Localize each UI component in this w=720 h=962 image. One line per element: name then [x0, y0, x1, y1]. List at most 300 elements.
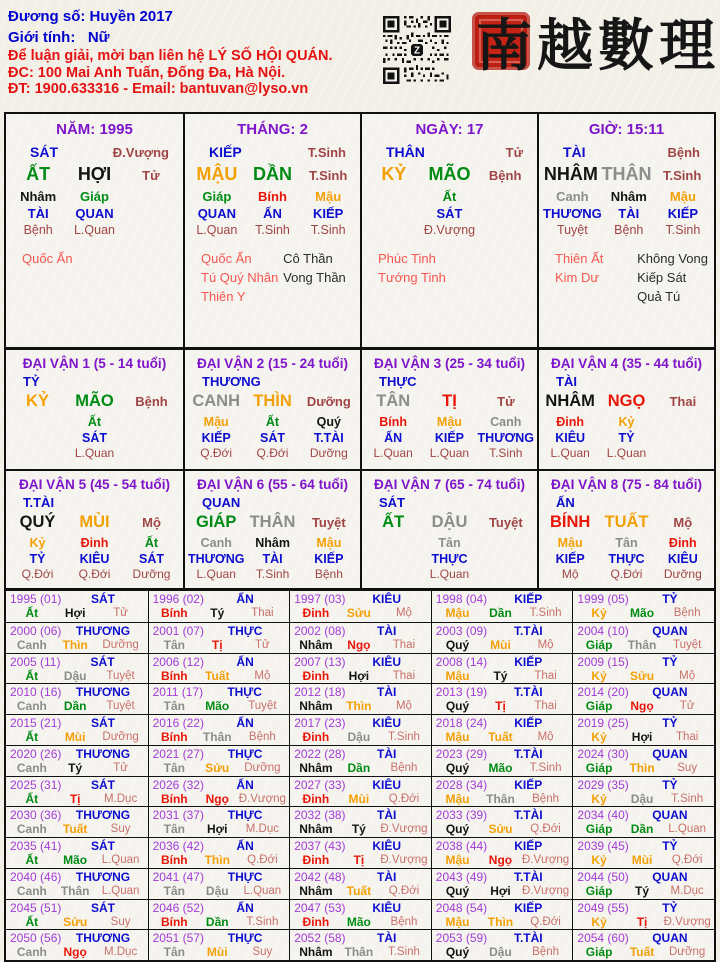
year-stage: Mộ	[537, 638, 554, 651]
year-god: THƯƠNG	[75, 685, 131, 700]
year-header-row	[577, 624, 711, 638]
year-header-row	[10, 901, 145, 915]
pillar-branch: MÃO	[428, 164, 471, 184]
hidden-stems	[9, 415, 180, 462]
year-label: 2007 (13)	[294, 654, 346, 669]
pillar-title: NGÀY: 17	[415, 121, 484, 138]
year-label: 2053 (59)	[435, 931, 488, 946]
hidden-stem-col	[244, 415, 300, 462]
year-branch: Dần	[347, 760, 371, 775]
star-item: Vong Thần	[283, 269, 346, 285]
hidden-god: KIẾP	[201, 430, 231, 445]
dai-van-title: ĐẠI VẬN 2 (15 - 24 tuổi)	[196, 356, 349, 371]
year-main-row	[153, 669, 287, 683]
year-cell-2018	[431, 714, 573, 745]
hidden-stem-col	[189, 189, 245, 239]
year-stage: T.Sinh	[671, 792, 704, 805]
year-label: 2019 (25)	[577, 716, 629, 730]
year-stem: Kỷ	[591, 914, 607, 929]
hidden-stem: Ất	[144, 536, 159, 550]
hidden-god: QUAN	[197, 205, 236, 221]
year-stage: Q.Đới	[671, 854, 703, 866]
dai-van-branch: TUẤT	[604, 513, 649, 531]
year-god: THỰC	[227, 808, 263, 823]
year-god: KIẾP	[514, 839, 543, 853]
hidden-stem-col	[9, 536, 66, 583]
year-god: TÀI	[377, 808, 397, 823]
contact-line-3: ĐT: 1900.633316 - Email: bantuvan@lyso.vn	[8, 81, 309, 97]
hidden-stem-col	[477, 189, 533, 239]
year-stage: Đ.Vượng	[380, 854, 428, 866]
hidden-stem-col	[365, 415, 421, 462]
year-god: KIẾP	[514, 592, 543, 606]
year-main-row	[294, 915, 428, 929]
hidden-god: KIẾP	[314, 551, 344, 566]
year-cell-2004	[572, 622, 714, 653]
year-stem: Kỷ	[591, 791, 607, 806]
year-header-row	[577, 870, 711, 884]
year-branch: Sửu	[346, 606, 371, 620]
year-stem: Bính	[160, 853, 188, 867]
year-god: THỰC	[227, 746, 263, 761]
year-header-row	[153, 808, 287, 822]
year-cell-2036	[148, 837, 290, 868]
year-header-row	[436, 624, 570, 638]
year-label: 2038 (44)	[435, 839, 488, 853]
year-label: 2044 (50)	[577, 869, 629, 884]
year-cell-2046	[148, 899, 290, 930]
year-stage: Suy	[110, 823, 131, 836]
year-stage: Thai	[534, 669, 557, 682]
hidden-stage: T.Sinh	[310, 223, 346, 237]
stars-black	[105, 249, 179, 268]
hidden-stems	[10, 189, 179, 239]
contact-line-1: Để luận giải, mời bạn liên hệ LÝ SỐ HỘI QUÁN.	[8, 48, 333, 64]
year-main-row	[436, 945, 570, 959]
dai-van-main-row	[188, 513, 357, 532]
hidden-stem: Giáp	[202, 189, 232, 204]
year-branch: Thìn	[204, 853, 230, 867]
year-branch: Mùi	[490, 637, 511, 652]
year-main-row	[153, 638, 287, 652]
year-stage: Bệnh	[532, 792, 559, 805]
year-cell-2005	[6, 653, 148, 684]
year-label: 2021 (27)	[152, 746, 204, 761]
year-branch: Mùi	[348, 791, 370, 806]
year-stem: Canh	[16, 945, 47, 960]
year-label: 2013 (19)	[435, 685, 488, 700]
year-cell-2033	[431, 806, 573, 837]
year-stage: Bệnh	[248, 731, 276, 743]
year-label: 2045 (51)	[10, 900, 62, 915]
hidden-stems	[543, 189, 710, 239]
year-stem: Nhâm	[299, 822, 333, 837]
year-cell-2053	[431, 929, 573, 960]
hidden-stem-col	[478, 415, 534, 462]
contact-line-2: ĐC: 100 Mai Anh Tuấn, Đống Đa, Hà Nội.	[8, 64, 286, 81]
dai-van-stage: Dưỡng	[306, 394, 351, 409]
year-header-row	[10, 716, 145, 730]
year-branch: Dậu	[63, 668, 87, 683]
year-stem: Mậu	[445, 853, 470, 867]
year-label: 2050 (56)	[10, 931, 62, 946]
year-label: 2014 (20)	[577, 685, 629, 700]
year-label: 2025 (31)	[10, 777, 62, 792]
stars-red	[22, 249, 105, 268]
year-main-row	[577, 730, 711, 744]
hidden-stage: L.Quan	[429, 567, 470, 581]
pillar-stage: T.Sinh	[663, 168, 702, 183]
dai-van-branch: TỊ	[442, 392, 457, 410]
year-header-row	[436, 716, 570, 730]
year-header-row	[153, 839, 287, 853]
year-main-row	[10, 699, 145, 713]
hidden-stem-col	[421, 536, 477, 583]
hidden-stem: Đinh	[668, 536, 697, 550]
year-stem: Nhâm	[299, 637, 333, 652]
hidden-stage: L.Quan	[196, 223, 238, 237]
year-main-row	[153, 822, 287, 836]
year-branch: Dần	[630, 822, 654, 837]
pillar-stage-top: T.Sinh	[307, 145, 346, 160]
dai-van-stage: Thai	[669, 394, 697, 409]
pillar-god-row	[189, 138, 356, 160]
year-stage: L.Quan	[243, 884, 282, 897]
year-stem: Ất	[25, 914, 39, 929]
year-branch: Dần	[205, 914, 229, 929]
hidden-stage: Mộ	[561, 567, 579, 581]
year-stage: Thai	[675, 731, 699, 743]
year-cell-1995	[6, 591, 148, 622]
year-main-row	[436, 792, 570, 806]
year-stage: Thai	[392, 669, 416, 682]
pillar-title: THÁNG: 2	[237, 121, 308, 138]
year-header-row	[294, 808, 428, 822]
year-god: SÁT	[90, 777, 115, 792]
year-stage: Thai	[392, 638, 416, 651]
year-main-row	[294, 822, 428, 836]
hidden-stage: L.Quan	[74, 446, 115, 460]
year-stem: Tân	[163, 883, 185, 898]
year-branch: Hợi	[490, 883, 511, 898]
dai-van-2	[183, 350, 360, 469]
hidden-stems	[542, 415, 711, 462]
year-branch: Tý	[68, 760, 83, 775]
year-main-row	[577, 761, 711, 775]
year-stem: Bính	[160, 730, 188, 744]
year-header-row	[10, 655, 145, 669]
hidden-god: ẤN	[263, 205, 282, 221]
year-stem: Giáp	[585, 883, 613, 898]
year-header-row	[436, 747, 570, 761]
stars-black	[637, 249, 710, 306]
dai-van-stage: Mộ	[673, 515, 693, 530]
year-branch: Sửu	[630, 668, 655, 683]
year-god: KIÊU	[372, 900, 402, 915]
year-cell-2048	[431, 899, 573, 930]
year-main-row	[436, 669, 570, 683]
year-label: 2041 (47)	[152, 869, 204, 884]
year-branch: Mùi	[64, 730, 86, 744]
year-god: TỶ	[662, 900, 678, 915]
hidden-stem-col	[9, 415, 66, 462]
year-label: 2054 (60)	[577, 931, 629, 946]
hidden-stage: T.Sinh	[665, 223, 701, 237]
year-stem: Quý	[445, 822, 470, 837]
hidden-stem: Bính	[379, 415, 408, 429]
year-stage: M.Dục	[103, 792, 138, 805]
year-stem: Tân	[163, 637, 185, 652]
year-header-row	[436, 778, 570, 792]
year-cell-2010	[6, 683, 148, 714]
year-label: 2006 (12)	[152, 654, 204, 669]
year-god: T.TÀI	[513, 623, 543, 638]
hidden-stage: Tuyệt	[556, 223, 588, 237]
hidden-stem-col	[422, 189, 478, 239]
hidden-stem-col	[300, 189, 356, 239]
year-header-row	[577, 685, 711, 699]
hidden-stem-col	[365, 536, 421, 583]
year-branch: Tý	[351, 822, 366, 837]
year-god: KIÊU	[372, 839, 402, 853]
year-god: KIẾP	[514, 777, 543, 792]
year-label: 2032 (38)	[294, 808, 346, 823]
year-header-row	[294, 655, 428, 669]
hidden-stem-col	[123, 415, 180, 462]
year-god: THỰC	[227, 869, 263, 884]
dai-van-5	[6, 469, 183, 588]
year-header-row	[10, 808, 145, 822]
hidden-stem: Kỷ	[618, 415, 635, 429]
year-label: 2009 (15)	[577, 654, 629, 669]
hidden-stem: Bính	[258, 189, 287, 204]
year-stem: Tân	[163, 945, 185, 960]
year-cell-2049	[572, 899, 714, 930]
year-god: SÁT	[90, 592, 115, 606]
star-item: Thiên Y	[201, 288, 246, 304]
year-label: 2027 (33)	[294, 777, 346, 792]
hidden-stem-col	[542, 536, 598, 583]
year-branch: Mùi	[206, 945, 228, 960]
hidden-stem: Đinh	[556, 415, 585, 429]
dai-van-stem: KỶ	[26, 392, 49, 410]
year-cell-2006	[148, 653, 290, 684]
hidden-stems	[188, 415, 357, 462]
year-god: ẤN	[236, 777, 254, 792]
year-god: ẤN	[236, 900, 254, 915]
year-main-row	[294, 853, 428, 867]
year-stem: Mậu	[445, 668, 470, 683]
year-stem: Đinh	[302, 730, 330, 744]
year-god: KIẾP	[514, 654, 543, 669]
year-cell-2007	[289, 653, 431, 684]
year-stem: Kỷ	[591, 853, 607, 867]
year-main-row	[294, 792, 428, 806]
pillar-stem: KỶ	[381, 164, 407, 184]
hidden-god: SÁT	[82, 430, 107, 445]
year-stem: Nhâm	[299, 699, 333, 714]
dai-van-stem: ẤT	[382, 513, 405, 531]
hidden-stage: L.Quan	[550, 446, 590, 460]
pillar-stage: Bệnh	[488, 168, 522, 183]
year-label: 2008 (14)	[435, 654, 488, 669]
year-main-row	[153, 915, 287, 929]
year-header-row	[294, 716, 428, 730]
pillar-main-row	[543, 164, 710, 185]
year-stage: Bệnh	[390, 915, 418, 928]
dai-van-1	[6, 350, 183, 469]
dai-van-stem: CANH	[192, 392, 240, 410]
pillar-main-row	[366, 164, 533, 185]
dai-van-god: T.TÀI	[23, 495, 55, 510]
dai-van-main-row	[542, 392, 711, 411]
hidden-stem: Ất	[442, 189, 457, 204]
star-item: Quả Tú	[637, 288, 681, 304]
year-main-row	[294, 884, 428, 898]
year-header-row	[436, 870, 570, 884]
hidden-stage: T.Sinh	[255, 223, 290, 237]
year-header-row	[436, 931, 570, 945]
hidden-stage: L.Quan	[373, 446, 413, 460]
year-header-row	[153, 778, 287, 792]
year-header-row	[294, 778, 428, 792]
dai-van-6	[183, 469, 360, 588]
year-stage: Dưỡng	[668, 946, 706, 959]
year-header-row	[153, 716, 287, 730]
hidden-stems	[365, 536, 534, 583]
year-cell-2031	[148, 806, 290, 837]
dai-van-title: ĐẠI VẬN 4 (35 - 44 tuổi)	[550, 356, 703, 371]
year-branch: Mão	[63, 853, 88, 867]
hidden-stage: Bệnh	[614, 223, 644, 237]
hidden-god: THỰC	[431, 551, 468, 566]
hidden-god: SÁT	[139, 551, 164, 566]
year-header-row	[153, 655, 287, 669]
hidden-stem: Canh	[200, 536, 232, 550]
year-stem: Kỷ	[591, 668, 607, 683]
year-stage: M.Dục	[245, 823, 279, 836]
hidden-god: THƯƠNG	[543, 205, 602, 221]
year-stage: Thai	[534, 700, 557, 713]
dai-van-branch: NGỌ	[607, 392, 646, 410]
hidden-stem-col	[66, 189, 122, 239]
year-stage: Mộ	[679, 669, 696, 682]
dai-van-stage: Mộ	[142, 515, 161, 530]
year-stem: Canh	[16, 637, 47, 652]
hidden-god: T.TÀI	[313, 430, 344, 445]
year-cell-2002	[289, 622, 431, 653]
hidden-god: KIẾP	[312, 205, 344, 221]
pillar-day	[360, 114, 537, 347]
year-cell-2050	[6, 929, 148, 960]
year-god: TỶ	[662, 716, 678, 730]
hidden-stem: Mậu	[557, 536, 583, 550]
year-label: 1999 (05)	[577, 592, 629, 606]
year-branch: Dậu	[630, 791, 654, 806]
hidden-stem: Mậu	[316, 536, 342, 550]
year-main-row	[294, 638, 428, 652]
year-main-row	[10, 730, 145, 744]
dai-van-title: ĐẠI VẬN 6 (55 - 64 tuổi)	[196, 477, 349, 492]
star-item: Tướng Tinh	[378, 269, 446, 285]
year-cell-2015	[6, 714, 148, 745]
year-god: SÁT	[90, 654, 115, 669]
dai-van-title: ĐẠI VẬN 3 (25 - 34 tuổi)	[373, 356, 526, 371]
year-god: TỶ	[662, 654, 678, 669]
hidden-god: QUAN	[75, 205, 114, 221]
year-cell-2011	[148, 683, 290, 714]
hidden-stem-col	[245, 189, 301, 239]
pillar-title: GIỜ: 15:11	[588, 121, 665, 138]
hidden-stage: Đ.Vượng	[423, 223, 476, 237]
year-god: SÁT	[90, 839, 115, 853]
hidden-stem-col	[655, 536, 711, 583]
year-cell-2052	[289, 929, 431, 960]
year-god: ẤN	[236, 592, 254, 606]
stars-red	[201, 249, 283, 306]
year-stage: Đ.Vượng	[380, 823, 428, 836]
year-god: THƯƠNG	[75, 623, 131, 638]
year-header-row	[153, 901, 287, 915]
year-header-row	[577, 808, 711, 822]
year-stage: Tử	[254, 638, 270, 651]
dai-van-god: THƯƠNG	[202, 374, 261, 389]
hidden-god: KIẾP	[667, 205, 699, 221]
year-header-row	[10, 685, 145, 699]
year-branch: Mão	[205, 699, 230, 714]
dai-van-main-row	[365, 392, 534, 411]
year-god: TÀI	[377, 931, 397, 946]
year-god: TÀI	[377, 623, 397, 638]
year-cell-2024	[572, 745, 714, 776]
year-branch: Hợi	[348, 668, 370, 683]
year-branch: Tuất	[488, 730, 513, 744]
pillar-stage: T.Sinh	[309, 168, 348, 183]
year-label: 2051 (57)	[152, 931, 204, 946]
year-stage: Q.Đới	[530, 915, 561, 928]
year-branch: Tuất	[62, 822, 88, 837]
year-stem: Quý	[445, 699, 470, 714]
dai-van-7	[360, 469, 537, 588]
year-main-row	[10, 945, 145, 959]
year-cell-2043	[431, 868, 573, 899]
year-label: 2039 (45)	[577, 839, 629, 853]
stars-black	[460, 249, 533, 287]
year-stage: Q.Đới	[388, 792, 420, 805]
year-cell-2032	[289, 806, 431, 837]
hidden-god: TỶ	[29, 551, 46, 566]
hidden-god: TÀI	[27, 205, 49, 221]
pillar-stem: ẤT	[26, 164, 51, 184]
year-header-row	[436, 592, 570, 606]
year-stem: Đinh	[302, 668, 330, 683]
hidden-god: SÁT	[259, 430, 285, 445]
stars-list	[543, 249, 710, 306]
year-cell-1998	[431, 591, 573, 622]
hidden-stem-col	[598, 415, 654, 462]
year-label: 2022 (28)	[294, 746, 346, 761]
gender-line: Giới tính: Nữ	[8, 29, 110, 46]
year-stem: Mậu	[445, 791, 470, 806]
year-cell-2023	[431, 745, 573, 776]
hidden-stage: Dưỡng	[132, 567, 171, 581]
year-main-row	[577, 853, 711, 867]
year-god: KIÊU	[372, 592, 402, 606]
hidden-stem: Nhâm	[20, 189, 57, 204]
year-branch: Tị	[211, 637, 223, 652]
dai-van-title: ĐẠI VẬN 5 (45 - 54 tuổi)	[18, 477, 171, 492]
year-header-row	[577, 747, 711, 761]
